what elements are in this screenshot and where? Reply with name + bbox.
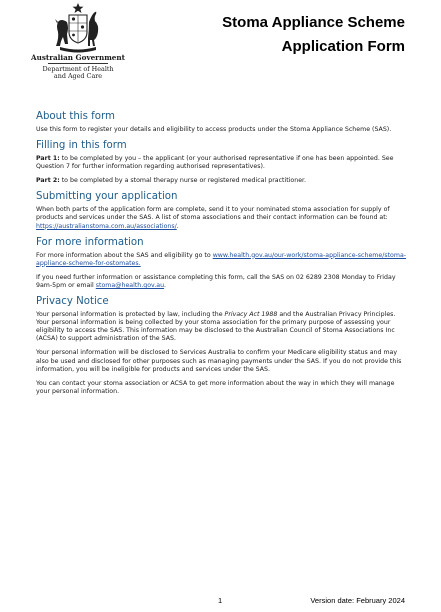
part2-text: to be completed by a stomal therapy nurse or registered medical practitioner.: [59, 177, 307, 185]
department-line-2: and Aged Care: [53, 71, 103, 80]
about-text: Use this form to register your details and eligibility to access products under the Stoma Appliance Scheme (SAS).: [36, 126, 392, 133]
stoma-associations-link[interactable]: https://australianstoma.com.au/associations/: [36, 222, 177, 230]
department-line-1: Department of Health: [42, 64, 114, 73]
stoma-email-link[interactable]: stoma@health.gov.au: [95, 281, 165, 289]
coat-of-arms-icon: [48, 2, 108, 54]
filling-section: [36, 140, 408, 185]
privacy-section: [36, 296, 408, 396]
form-content: [36, 111, 408, 402]
part2-label: Part 2:: [36, 177, 60, 185]
submitting-paragraph: [36, 206, 408, 230]
about-heading: About this form: [36, 111, 115, 122]
privacy-paragraph-2: Your personal information will be disclosed to Services Australia to confirm your Medicare eligibility status and may also be used and disclosed for other purposes such as managing payments under the SAS. If you do not provide this information, you will be ineligible for products and services under the SAS.: [36, 349, 402, 373]
privacy-act-name: Privacy Act 1988: [224, 311, 278, 319]
part1-paragraph: [36, 155, 408, 171]
more-info-section: [36, 237, 408, 290]
submitting-heading: Submitting your application: [36, 191, 178, 203]
more-info-heading: For more information: [36, 236, 144, 248]
more-info-text-2: If you need further information or assistance completing this form, call the SAS on 02 6289 2308 Monday to Friday 9am-5pm or email: [36, 273, 396, 289]
government-name: Australian Government: [31, 53, 125, 62]
about-section: [36, 111, 408, 134]
more-info-after-email: .: [164, 281, 167, 289]
part1-text: to be completed by you – the applicant (or your authorised representative if one has been appointed. See Question 7 for further information regarding authorised representatives).: [36, 155, 394, 171]
more-info-paragraph-2: [36, 274, 408, 290]
more-info-text-1: For more information about the SAS and eligibility go to: [36, 251, 213, 259]
form-title-line-2: Application Form: [281, 38, 405, 55]
part2-paragraph: [36, 177, 408, 185]
logo-divider: [48, 63, 108, 64]
privacy-text-1b: and the Australian Privacy Principles. Your personal information is being collected by your stoma association for the primary purpose of assessing your eligibility to access the SAS. This information may be disclosed to the Australian Council of Stoma Associations Inc (ACSA) to support administration of the SAS.: [36, 311, 396, 343]
page-number: 1: [218, 596, 223, 605]
health-gov-link[interactable]: www.health.gov.au/our-work/stoma-appliance-scheme/stoma-appliance-scheme-for-ostomates.: [36, 251, 407, 267]
version-date: Version date: February 2024: [310, 596, 405, 605]
form-title-block: [222, 14, 405, 55]
more-info-paragraph-1: [36, 252, 408, 268]
filling-heading: Filling in this form: [36, 140, 127, 152]
submitting-section: [36, 191, 408, 230]
privacy-paragraph-3: You can contact your stoma association or ACSA to get more information about the way in which they will manage your personal information.: [36, 379, 395, 395]
part1-label: Part 1:: [36, 155, 60, 163]
submitting-after-link: .: [176, 222, 179, 230]
submitting-text: When both parts of the application form are complete, send it to your nominated stoma association for supply of products and services under the SAS. A list of stoma associations and their contact information can be found at:: [36, 206, 390, 222]
privacy-paragraph-1: [36, 311, 408, 343]
privacy-text-1a: Your personal information is protected by law, including the: [36, 311, 225, 319]
form-title-line-1: Stoma Appliance Scheme: [222, 14, 405, 31]
australian-government-logo: [28, 2, 128, 92]
privacy-heading: Privacy Notice: [36, 296, 109, 308]
